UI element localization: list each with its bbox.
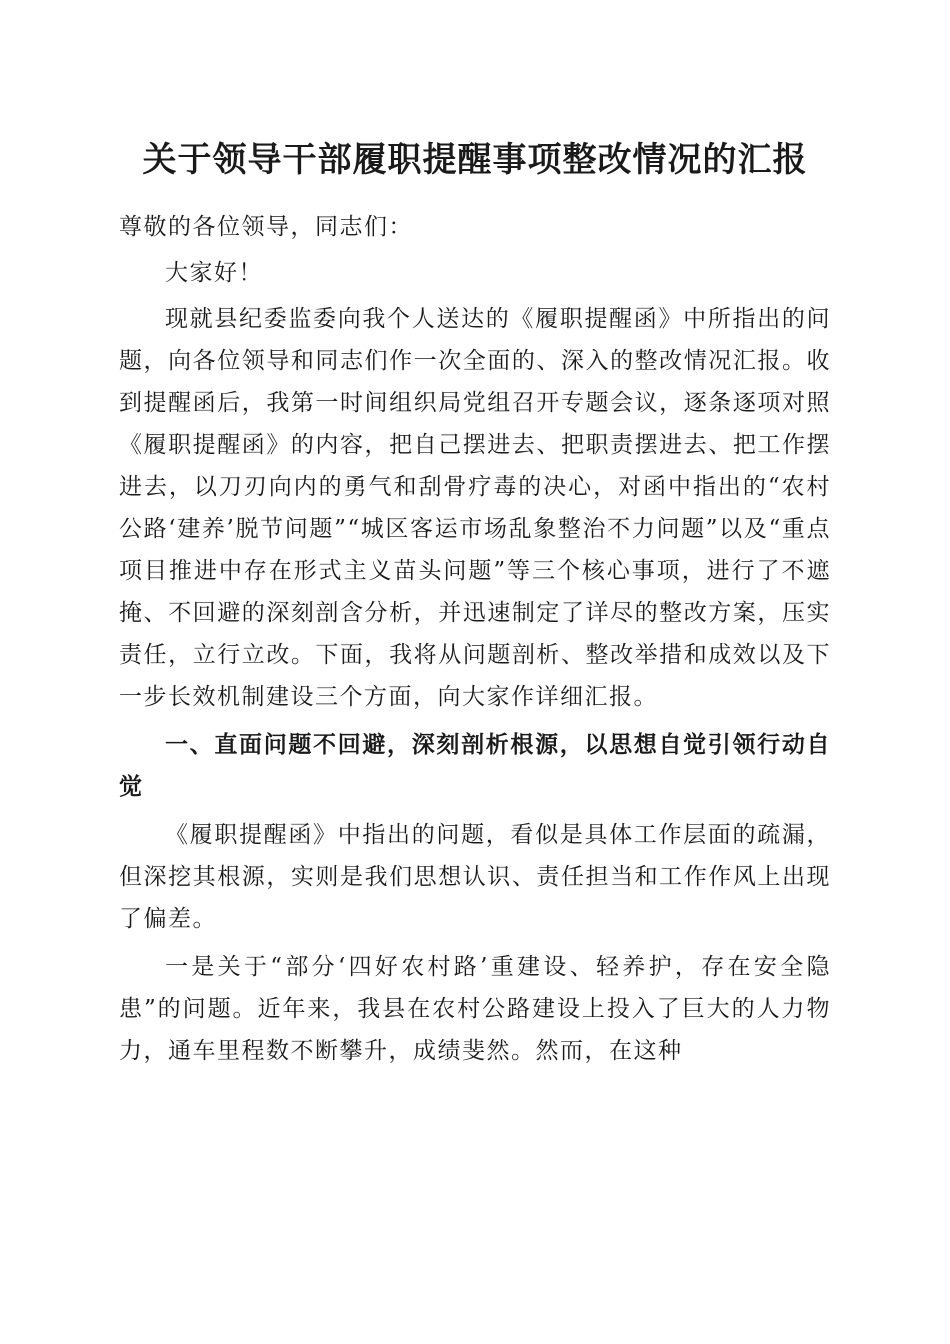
intro-paragraph: 现就县纪委监委向我个人送达的《履职提醒函》中所指出的问题，向各位领导和同志们作一次全面的、深入的整改情况汇报。收到提醒函后，我第一时间组织局党组召开专题会议，逐条逐项对照《履职提醒函》的内容，把自己摆进去、把职责摆进去、把工作摆进去，以刀刃向内的勇气和刮骨疗毒的决心，对函中指出的“农村公路‘建养’脱节问题”“城区客运市场乱象整治不力问题”以及“重点项目推进中存在形式主义苗头问题”等三个核心事项，进行了不遮掩、不回避的深刻剖含分析，并迅速制定了详尽的整改方案，压实责任，立行立改。下面，我将从问题剖析、整改举措和成效以及下一步长效机制建设三个方面，向大家作详细汇报。 — [119, 306, 831, 710]
section-paragraph: 《履职提醒函》中指出的问题，看似是具体工作层面的疏漏，但深挖其根源，实则是我们思想认识、责任担当和工作作风上出现了偏差。 — [119, 822, 831, 932]
salutation: 尊敬的各位领导，同志们： — [119, 214, 413, 240]
section-heading: 一、直面问题不回避，深刻剖析根源，以思想自觉引领行动自觉 — [119, 732, 831, 800]
section-paragraph: 一是关于“部分‘四好农村路’重建设、轻养护，存在安全隐患”的问题。近年来，我县在农村公路建设上投入了巨大的人力物力，通车里程数不断攀升，成绩斐然。然而，在这种 — [119, 954, 831, 1064]
document-body — [119, 206, 831, 1078]
greeting: 大家好！ — [165, 260, 263, 286]
document-title: 关于领导干部履职提醒事项整改情况的汇报 — [142, 140, 808, 180]
